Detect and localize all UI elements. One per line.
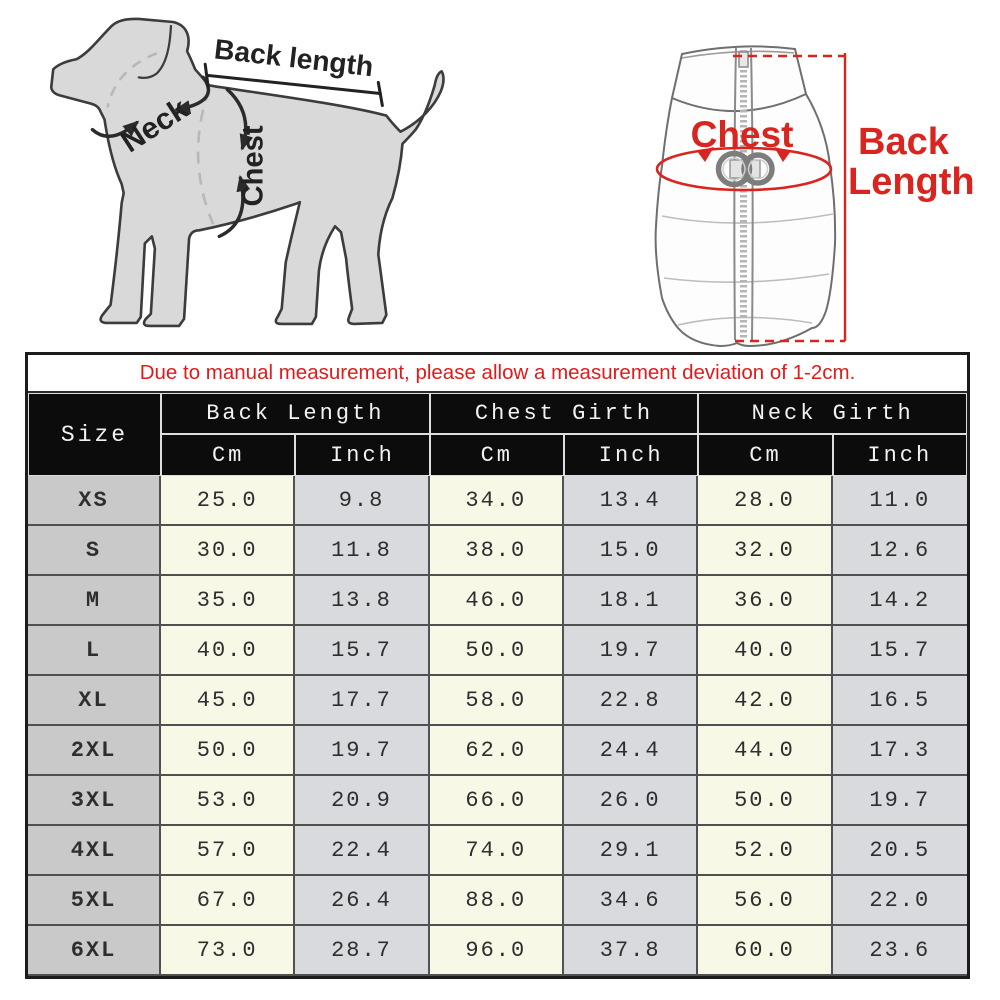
column-header-neck-girth: Neck Girth (698, 393, 967, 434)
vest-measurement-diagram (630, 14, 1000, 352)
dog-chest-label: Chest (237, 125, 270, 207)
value-cell: 15.7 (833, 626, 967, 676)
size-cell: 6XL (28, 926, 161, 976)
value-cell: 9.8 (295, 476, 429, 526)
unit-header-neck-cm: Cm (698, 434, 832, 476)
value-cell: 22.8 (564, 676, 698, 726)
measurement-notice: Due to manual measurement, please allow a measurement deviation of 1-2cm. (28, 355, 967, 393)
value-cell: 50.0 (161, 726, 295, 776)
unit-header-back-cm: Cm (161, 434, 295, 476)
unit-header-neck-inch: Inch (833, 434, 967, 476)
value-cell: 42.0 (698, 676, 832, 726)
value-cell: 40.0 (161, 626, 295, 676)
value-cell: 19.7 (564, 626, 698, 676)
value-cell: 20.5 (833, 826, 967, 876)
column-header-chest-girth: Chest Girth (430, 393, 699, 434)
size-table (25, 352, 970, 979)
vest-chest-label: Chest (690, 114, 794, 155)
dog-neck-label: Neck (115, 92, 194, 160)
value-cell: 12.6 (833, 526, 967, 576)
value-cell: 30.0 (161, 526, 295, 576)
value-cell: 17.3 (833, 726, 967, 776)
size-cell: 3XL (28, 776, 161, 826)
value-cell: 32.0 (698, 526, 832, 576)
value-cell: 34.6 (564, 876, 698, 926)
value-cell: 56.0 (698, 876, 832, 926)
vest-length-label: Length (848, 161, 975, 203)
unit-header-back-inch: Inch (295, 434, 429, 476)
value-cell: 11.8 (295, 526, 429, 576)
value-cell: 22.4 (295, 826, 429, 876)
value-cell: 15.7 (295, 626, 429, 676)
value-cell: 34.0 (430, 476, 564, 526)
value-cell: 17.7 (295, 676, 429, 726)
value-cell: 35.0 (161, 576, 295, 626)
value-cell: 13.4 (564, 476, 698, 526)
size-cell: M (28, 576, 161, 626)
value-cell: 15.0 (564, 526, 698, 576)
value-cell: 45.0 (161, 676, 295, 726)
value-cell: 29.1 (564, 826, 698, 876)
size-cell: 2XL (28, 726, 161, 776)
value-cell: 57.0 (161, 826, 295, 876)
unit-header-chest-inch: Inch (564, 434, 698, 476)
value-cell: 50.0 (698, 776, 832, 826)
value-cell: 40.0 (698, 626, 832, 676)
size-cell: L (28, 626, 161, 676)
value-cell: 96.0 (430, 926, 564, 976)
dog-back-length-label: Back length (212, 32, 376, 83)
size-cell: XL (28, 676, 161, 726)
value-cell: 38.0 (430, 526, 564, 576)
value-cell: 50.0 (430, 626, 564, 676)
value-cell: 53.0 (161, 776, 295, 826)
value-cell: 28.0 (698, 476, 832, 526)
table-header (28, 393, 967, 476)
value-cell: 22.0 (833, 876, 967, 926)
value-cell: 46.0 (430, 576, 564, 626)
value-cell: 26.4 (295, 876, 429, 926)
value-cell: 36.0 (698, 576, 832, 626)
value-cell: 20.9 (295, 776, 429, 826)
value-cell: 67.0 (161, 876, 295, 926)
value-cell: 14.2 (833, 576, 967, 626)
value-cell: 28.7 (295, 926, 429, 976)
value-cell: 16.5 (833, 676, 967, 726)
value-cell: 18.1 (564, 576, 698, 626)
value-cell: 23.6 (833, 926, 967, 976)
value-cell: 88.0 (430, 876, 564, 926)
column-header-back-length: Back Length (161, 393, 430, 434)
value-cell: 73.0 (161, 926, 295, 976)
value-cell: 62.0 (430, 726, 564, 776)
size-cell: S (28, 526, 161, 576)
value-cell: 66.0 (430, 776, 564, 826)
value-cell: 26.0 (564, 776, 698, 826)
size-cell: 4XL (28, 826, 161, 876)
value-cell: 37.8 (564, 926, 698, 976)
value-cell: 11.0 (833, 476, 967, 526)
table-body (28, 476, 967, 976)
column-header-size: Size (28, 393, 161, 476)
dog-measurement-diagram (18, 6, 486, 350)
value-cell: 13.8 (295, 576, 429, 626)
size-cell: XS (28, 476, 161, 526)
value-cell: 44.0 (698, 726, 832, 776)
value-cell: 24.4 (564, 726, 698, 776)
unit-header-chest-cm: Cm (430, 434, 564, 476)
value-cell: 60.0 (698, 926, 832, 976)
value-cell: 25.0 (161, 476, 295, 526)
value-cell: 74.0 (430, 826, 564, 876)
value-cell: 52.0 (698, 826, 832, 876)
vest-back-label: Back (858, 121, 949, 163)
size-cell: 5XL (28, 876, 161, 926)
value-cell: 19.7 (833, 776, 967, 826)
value-cell: 58.0 (430, 676, 564, 726)
value-cell: 19.7 (295, 726, 429, 776)
